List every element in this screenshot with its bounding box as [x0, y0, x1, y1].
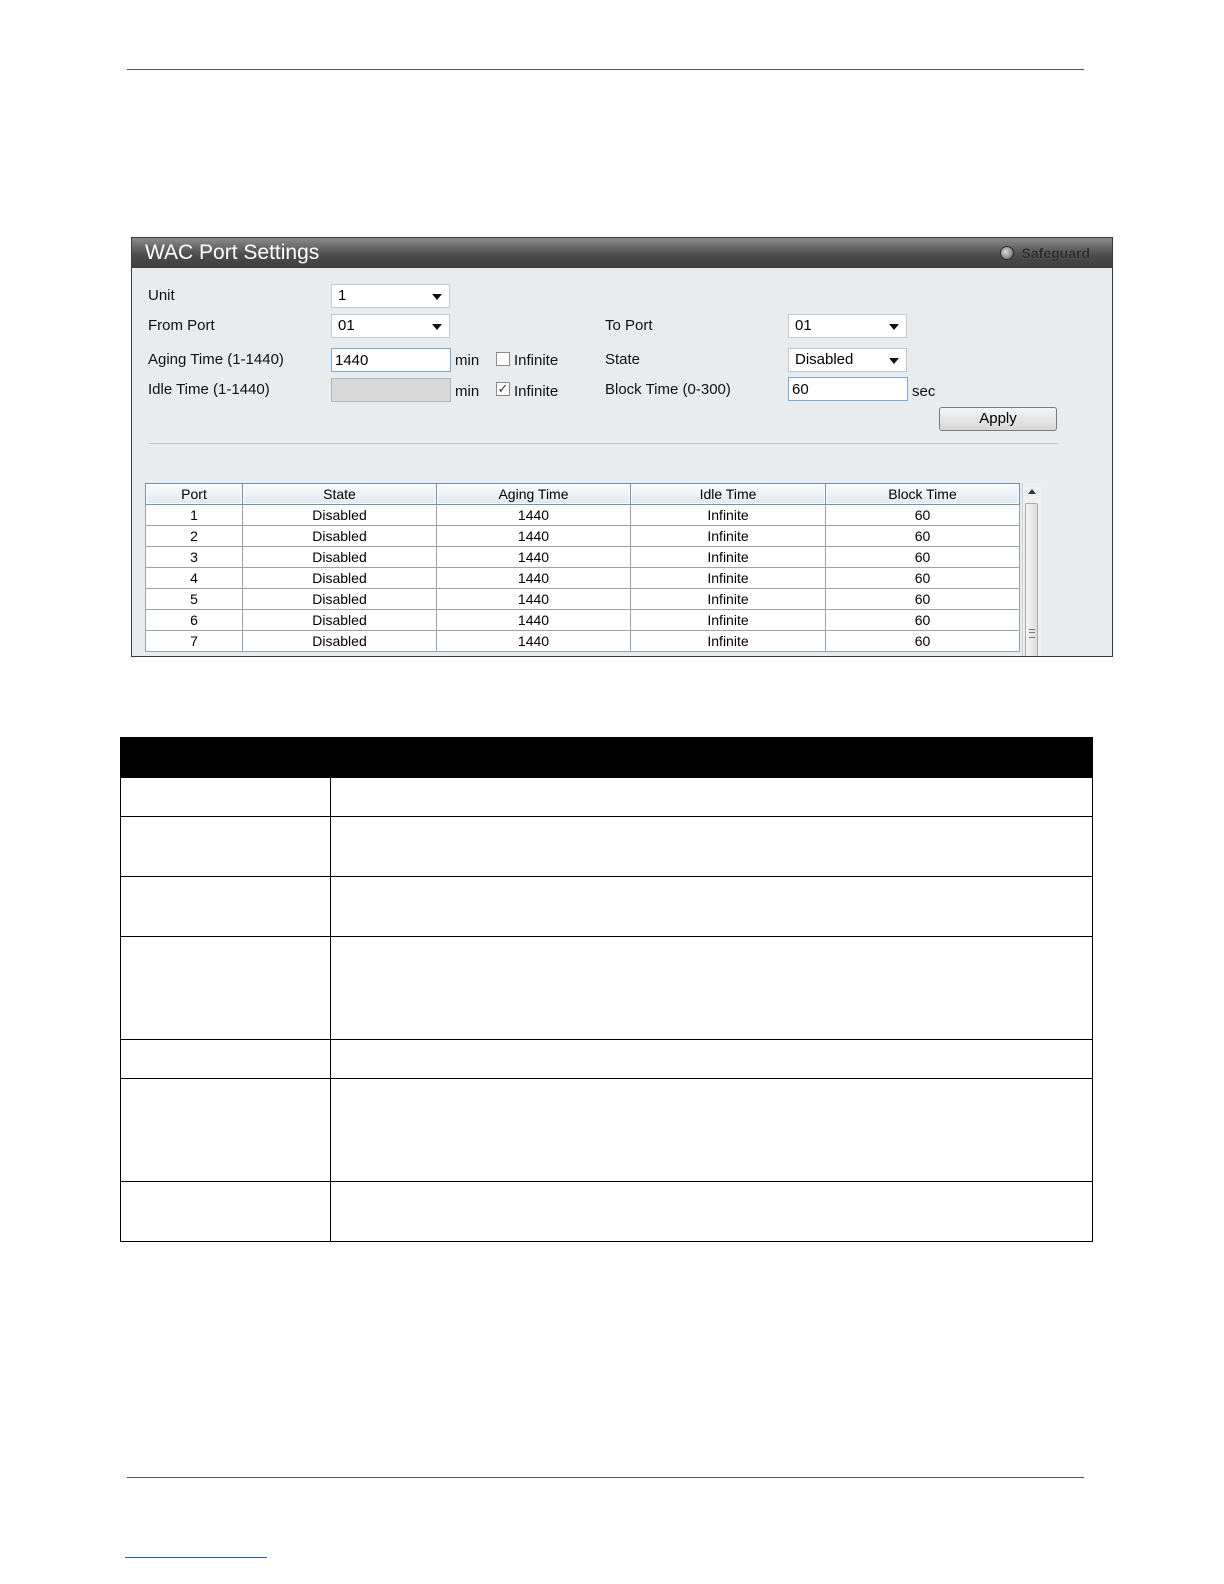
description-cell — [331, 877, 1093, 937]
cell-state: Disabled — [243, 505, 437, 526]
cell-port: 7 — [146, 631, 243, 652]
table-row — [146, 589, 1020, 610]
cell-block-time: 60 — [826, 631, 1020, 652]
cell-state: Disabled — [243, 631, 437, 652]
cell-port: 3 — [146, 547, 243, 568]
cell-port: 4 — [146, 568, 243, 589]
port-settings-table — [145, 483, 1020, 652]
cell-state: Disabled — [243, 568, 437, 589]
footer-link-underline[interactable] — [125, 1557, 267, 1558]
cell-block-time: 60 — [826, 568, 1020, 589]
table-row — [146, 568, 1020, 589]
cell-aging-time: 1440 — [437, 610, 631, 631]
cell-state: Disabled — [243, 526, 437, 547]
description-cell — [121, 1182, 331, 1242]
description-cell — [121, 877, 331, 937]
apply-button[interactable]: Apply — [939, 407, 1057, 431]
wac-port-settings-panel — [131, 237, 1113, 657]
from-port-select[interactable] — [331, 314, 450, 338]
cell-idle-time: Infinite — [631, 610, 826, 631]
table-header-row — [146, 484, 1020, 505]
description-cell — [121, 778, 331, 817]
description-row — [121, 1182, 1093, 1242]
grip-icon — [1029, 629, 1035, 638]
description-cell — [121, 1040, 331, 1079]
cell-idle-time: Infinite — [631, 568, 826, 589]
cell-port: 1 — [146, 505, 243, 526]
description-header-cell — [331, 738, 1093, 778]
cell-state: Disabled — [243, 589, 437, 610]
aging-time-label: Aging Time (1-1440) — [148, 351, 284, 368]
idle-infinite-checkbox[interactable] — [496, 382, 510, 396]
column-header-state[interactable]: State — [243, 484, 437, 505]
cell-aging-time: 1440 — [437, 505, 631, 526]
description-cell — [331, 1040, 1093, 1079]
safeguard-indicator — [1000, 245, 1090, 261]
cell-idle-time: Infinite — [631, 526, 826, 547]
to-port-select-value: 01 — [795, 317, 812, 334]
description-header-cell — [121, 738, 331, 778]
cell-aging-time: 1440 — [437, 547, 631, 568]
cell-block-time: 60 — [826, 589, 1020, 610]
column-header-block-time[interactable]: Block Time — [826, 484, 1020, 505]
safeguard-icon — [1000, 246, 1014, 260]
state-select[interactable] — [788, 348, 907, 372]
panel-header — [132, 238, 1112, 268]
unit-select[interactable] — [331, 284, 450, 308]
footer-rule — [127, 1477, 1084, 1478]
description-cell — [121, 937, 331, 1040]
from-port-select-value: 01 — [338, 317, 355, 334]
chevron-down-icon — [889, 324, 899, 330]
cell-block-time: 60 — [826, 610, 1020, 631]
idle-infinite-label: Infinite — [514, 383, 559, 400]
unit-label: Unit — [148, 287, 175, 304]
column-header-idle-time[interactable]: Idle Time — [631, 484, 826, 505]
chevron-down-icon — [432, 294, 442, 300]
description-cell — [331, 937, 1093, 1040]
idle-time-label: Idle Time (1-1440) — [148, 381, 270, 398]
description-row — [121, 937, 1093, 1040]
cell-aging-time: 1440 — [437, 568, 631, 589]
block-time-input[interactable] — [788, 377, 908, 401]
cell-aging-time: 1440 — [437, 589, 631, 610]
state-label: State — [605, 351, 641, 368]
checkmark-icon: ✓ — [497, 381, 509, 396]
description-row — [121, 817, 1093, 877]
idle-time-unit: min — [455, 383, 480, 400]
description-row — [121, 1079, 1093, 1182]
cell-port: 5 — [146, 589, 243, 610]
idle-time-input[interactable] — [331, 378, 451, 402]
block-time-label: Block Time (0-300) — [605, 381, 731, 398]
unit-select-value: 1 — [338, 287, 347, 304]
aging-infinite-checkbox[interactable] — [496, 352, 510, 366]
header-rule — [127, 69, 1084, 70]
scrollbar-thumb[interactable] — [1025, 503, 1038, 657]
cell-block-time: 60 — [826, 505, 1020, 526]
table-row — [146, 505, 1020, 526]
from-port-label: From Port — [148, 317, 215, 334]
block-time-unit: sec — [912, 383, 936, 400]
cell-port: 2 — [146, 526, 243, 547]
column-header-aging-time[interactable]: Aging Time — [437, 484, 631, 505]
chevron-down-icon — [889, 358, 899, 364]
cell-idle-time: Infinite — [631, 547, 826, 568]
cell-aging-time: 1440 — [437, 631, 631, 652]
safeguard-label: Safeguard — [1021, 245, 1090, 261]
description-row — [121, 778, 1093, 817]
to-port-label: To Port — [605, 317, 653, 334]
cell-block-time: 60 — [826, 526, 1020, 547]
cell-block-time: 60 — [826, 547, 1020, 568]
table-row — [146, 631, 1020, 652]
description-cell — [331, 778, 1093, 817]
scroll-up-arrow-icon[interactable] — [1028, 489, 1036, 494]
cell-idle-time: Infinite — [631, 589, 826, 610]
description-cell — [331, 1079, 1093, 1182]
divider — [149, 443, 1058, 444]
cell-port: 6 — [146, 610, 243, 631]
cell-state: Disabled — [243, 547, 437, 568]
aging-infinite-label: Infinite — [514, 352, 559, 369]
aging-time-unit: min — [455, 352, 480, 369]
cell-aging-time: 1440 — [437, 526, 631, 547]
description-cell — [331, 817, 1093, 877]
table-row — [146, 547, 1020, 568]
cell-idle-time: Infinite — [631, 631, 826, 652]
chevron-down-icon — [432, 324, 442, 330]
cell-idle-time: Infinite — [631, 505, 826, 526]
description-row — [121, 1040, 1093, 1079]
table-row — [146, 610, 1020, 631]
table-scrollbar[interactable] — [1022, 483, 1041, 656]
cell-state: Disabled — [243, 610, 437, 631]
description-cell — [121, 1079, 331, 1182]
description-header-row — [121, 738, 1093, 778]
panel-title: WAC Port Settings — [145, 241, 320, 264]
column-header-port[interactable]: Port — [146, 484, 243, 505]
description-row — [121, 877, 1093, 937]
table-row — [146, 526, 1020, 547]
description-cell — [331, 1182, 1093, 1242]
description-table — [120, 737, 1093, 1242]
state-select-value: Disabled — [795, 351, 854, 368]
to-port-select[interactable] — [788, 314, 907, 338]
aging-time-input[interactable] — [331, 348, 451, 372]
description-cell — [121, 817, 331, 877]
